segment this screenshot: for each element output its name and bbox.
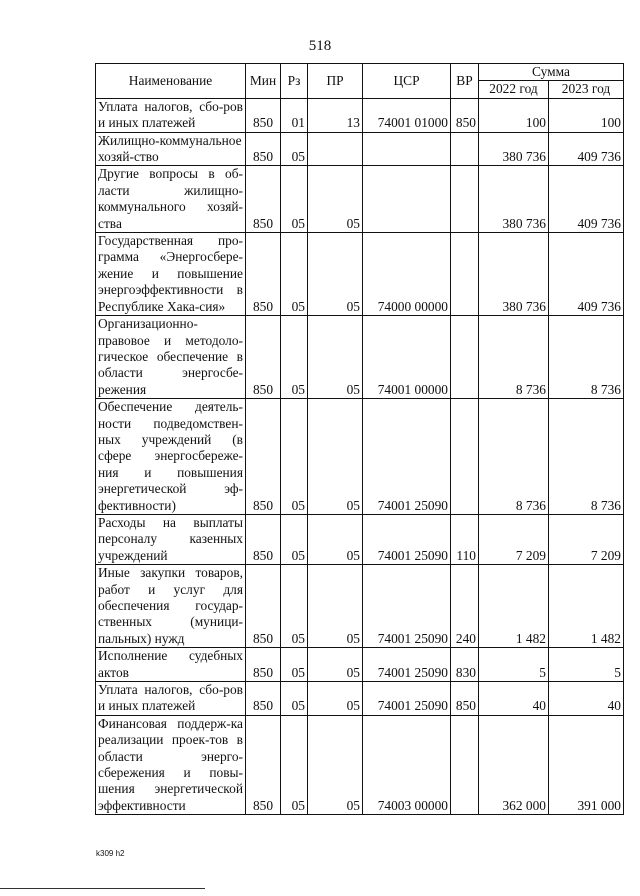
row-sum-2023: 391 000 (549, 715, 624, 814)
row-csr: 74001 25090 (363, 399, 451, 515)
header-year-2023: 2023 год (549, 81, 624, 98)
row-min: 850 (246, 316, 281, 399)
row-name: Иные закупки товаров, работ и услуг для обеспечения государ-ственных (муници-пальных) нужд (96, 565, 246, 648)
row-csr: 74001 25090 (363, 682, 451, 716)
row-rz: 05 (281, 233, 308, 316)
row-rz: 05 (281, 316, 308, 399)
table-row (96, 648, 624, 682)
row-rz: 05 (281, 166, 308, 233)
row-sum-2023: 5 (549, 648, 624, 682)
row-pr: 05 (308, 514, 363, 564)
row-vr (451, 316, 479, 399)
row-sum-2022: 380 736 (479, 233, 549, 316)
footer-code: k309 h2 (96, 849, 125, 858)
row-csr: 74001 25090 (363, 565, 451, 648)
header-pr: ПР (308, 64, 363, 99)
row-min: 850 (246, 132, 281, 166)
row-name: Государственная про-грамма «Энергосбере-жение и повышение энергоэффективности в Республике Хака-сия» (96, 233, 246, 316)
row-sum-2022: 380 736 (479, 166, 549, 233)
row-sum-2022: 5 (479, 648, 549, 682)
row-sum-2022: 380 736 (479, 132, 549, 166)
table-row (96, 514, 624, 564)
row-vr (451, 399, 479, 515)
row-sum-2023: 1 482 (549, 565, 624, 648)
header-min: Мин (246, 64, 281, 99)
row-pr: 05 (308, 316, 363, 399)
row-csr: 74001 01000 (363, 98, 451, 132)
row-rz: 05 (281, 715, 308, 814)
row-pr: 13 (308, 98, 363, 132)
row-pr: 05 (308, 166, 363, 233)
row-csr: 74001 25090 (363, 648, 451, 682)
row-sum-2022: 362 000 (479, 715, 549, 814)
footer-rule (0, 888, 205, 889)
header-sum: Сумма (479, 64, 624, 81)
row-pr: 05 (308, 715, 363, 814)
table-row (96, 132, 624, 166)
row-csr: 74001 25090 (363, 514, 451, 564)
budget-table (95, 63, 624, 815)
row-rz: 01 (281, 98, 308, 132)
row-vr: 240 (451, 565, 479, 648)
row-min: 850 (246, 233, 281, 316)
row-name: Обеспечение деятель-ности подведомствен-ных учреждений (в сфере энергосбереже-ния и повышения энергетической эф-фективности) (96, 399, 246, 515)
header-csr: ЦСР (363, 64, 451, 99)
row-sum-2023: 409 736 (549, 132, 624, 166)
row-min: 850 (246, 648, 281, 682)
row-sum-2023: 7 209 (549, 514, 624, 564)
table-row (96, 565, 624, 648)
row-pr: 05 (308, 682, 363, 716)
row-rz: 05 (281, 648, 308, 682)
row-pr: 05 (308, 648, 363, 682)
row-min: 850 (246, 514, 281, 564)
row-vr: 850 (451, 682, 479, 716)
row-sum-2022: 1 482 (479, 565, 549, 648)
row-rz: 05 (281, 132, 308, 166)
row-csr: 74003 00000 (363, 715, 451, 814)
row-vr (451, 233, 479, 316)
table-row (96, 399, 624, 515)
row-csr (363, 166, 451, 233)
row-name: Организационно-правовое и методоло-гическое обеспечение в области энергосбе-режения (96, 316, 246, 399)
row-sum-2023: 8 736 (549, 399, 624, 515)
row-pr: 05 (308, 233, 363, 316)
row-name: Другие вопросы в об-ласти жилищно-коммунального хозяй-ства (96, 166, 246, 233)
row-sum-2022: 40 (479, 682, 549, 716)
table-body (96, 98, 624, 814)
row-rz: 05 (281, 682, 308, 716)
row-min: 850 (246, 98, 281, 132)
row-vr (451, 132, 479, 166)
table-row (96, 715, 624, 814)
row-csr: 74001 00000 (363, 316, 451, 399)
row-min: 850 (246, 682, 281, 716)
row-name: Уплата налогов, сбо-ров и иных платежей (96, 98, 246, 132)
row-csr: 74000 00000 (363, 233, 451, 316)
page-number: 518 (308, 38, 332, 54)
row-vr (451, 166, 479, 233)
row-vr: 110 (451, 514, 479, 564)
header-vr: ВР (451, 64, 479, 99)
row-min: 850 (246, 565, 281, 648)
row-sum-2023: 409 736 (549, 166, 624, 233)
row-pr: 05 (308, 565, 363, 648)
row-name: Исполнение судебных актов (96, 648, 246, 682)
row-sum-2022: 7 209 (479, 514, 549, 564)
row-pr: 05 (308, 399, 363, 515)
row-sum-2022: 8 736 (479, 316, 549, 399)
row-min: 850 (246, 399, 281, 515)
row-min: 850 (246, 715, 281, 814)
row-rz: 05 (281, 399, 308, 515)
header-year-2022: 2022 год (479, 81, 549, 98)
row-rz: 05 (281, 514, 308, 564)
row-vr: 850 (451, 98, 479, 132)
header-rz: Рз (281, 64, 308, 99)
row-pr (308, 132, 363, 166)
header-name: Наименование (96, 64, 246, 99)
row-name: Уплата налогов, сбо-ров и иных платежей (96, 682, 246, 716)
row-csr (363, 132, 451, 166)
row-sum-2023: 40 (549, 682, 624, 716)
table-row (96, 316, 624, 399)
row-rz: 05 (281, 565, 308, 648)
table-row (96, 98, 624, 132)
row-vr (451, 715, 479, 814)
row-name: Жилищно-коммунальное хозяй-ство (96, 132, 246, 166)
row-sum-2022: 8 736 (479, 399, 549, 515)
row-sum-2022: 100 (479, 98, 549, 132)
table-header (96, 64, 624, 99)
row-sum-2023: 100 (549, 98, 624, 132)
table-row (96, 166, 624, 233)
row-name: Финансовая поддерж-ка реализации проек-тов в области энерго-сбережения и повы-шения энергетической эффективности (96, 715, 246, 814)
row-vr: 830 (451, 648, 479, 682)
table-row (96, 233, 624, 316)
row-name: Расходы на выплаты персоналу казенных учреждений (96, 514, 246, 564)
row-sum-2023: 8 736 (549, 316, 624, 399)
row-min: 850 (246, 166, 281, 233)
table-row (96, 682, 624, 716)
row-sum-2023: 409 736 (549, 233, 624, 316)
